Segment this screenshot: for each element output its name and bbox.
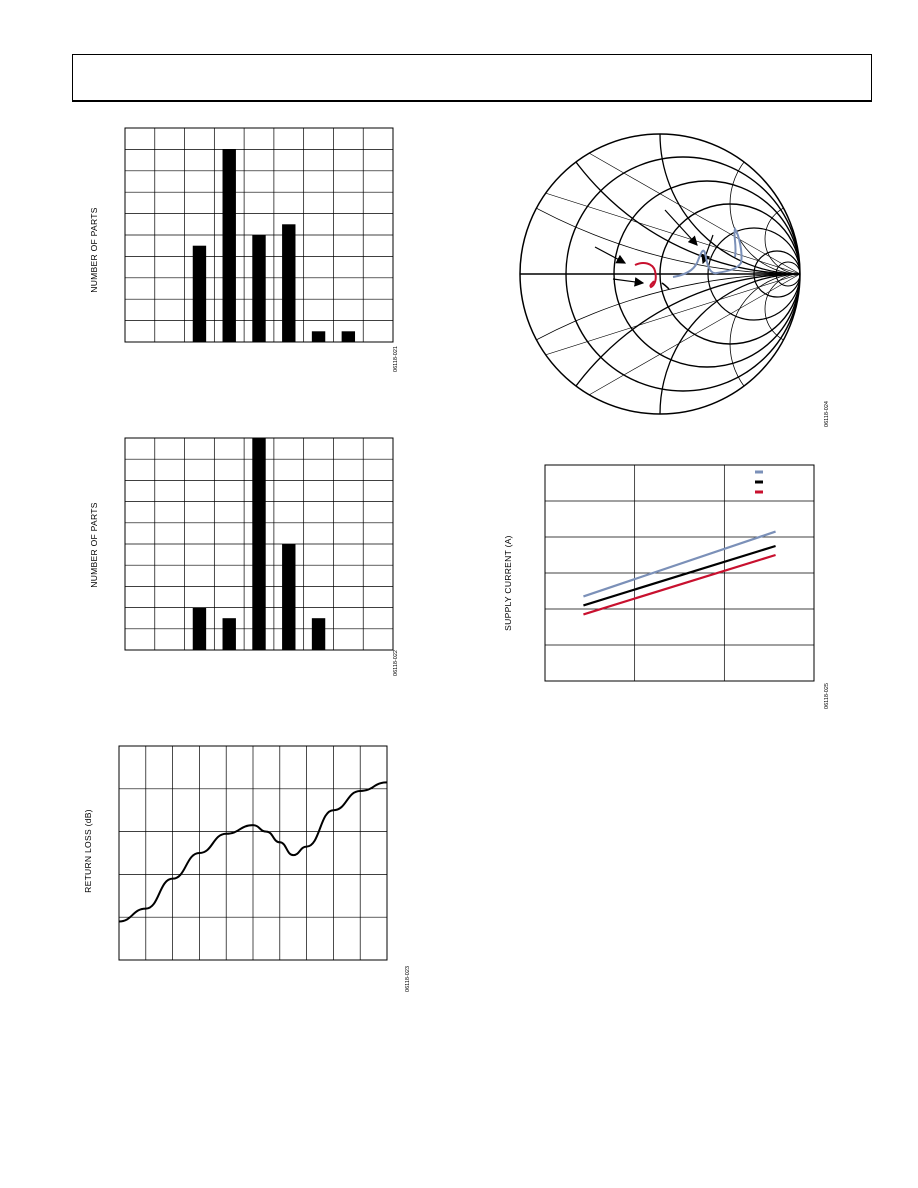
smith-figure-id: 06118-024 xyxy=(824,401,830,427)
histogram-bar xyxy=(252,438,265,650)
supply-current-chart xyxy=(495,455,835,715)
smith-chart xyxy=(515,125,835,435)
histogram-bar xyxy=(193,246,206,342)
chart-grid xyxy=(119,746,387,960)
supply-current-ylabel: SUPPLY CURRENT (A) xyxy=(503,535,513,631)
supply-current-figure-id: 06118-025 xyxy=(824,683,830,709)
smith-trace-red xyxy=(635,263,656,287)
histogram-bar xyxy=(312,618,325,650)
histogram-1-chart xyxy=(80,120,420,380)
page-header-box xyxy=(72,54,872,102)
supply-current-figure xyxy=(495,455,835,715)
histogram-2 xyxy=(80,430,420,690)
return-loss-chart xyxy=(70,738,420,998)
supply-series-line xyxy=(583,546,775,605)
histogram-bar xyxy=(282,224,295,342)
chart-grid xyxy=(545,465,814,681)
histogram-bar xyxy=(282,544,295,650)
histogram-bar xyxy=(312,331,325,342)
histogram-bar xyxy=(193,608,206,650)
smith-trace-blue xyxy=(673,229,742,277)
histogram-bar xyxy=(223,618,236,650)
histogram-bar xyxy=(342,331,355,342)
smith-trace-black xyxy=(662,283,669,289)
histogram-2-figure-id: 06118-022 xyxy=(393,650,399,676)
histogram-1-figure-id: 06118-021 xyxy=(393,346,399,372)
histogram-bar xyxy=(252,235,265,342)
smith-chart-figure xyxy=(515,125,835,435)
return-loss-figure-id: 06118-023 xyxy=(405,966,411,992)
histogram-1-ylabel: NUMBER OF PARTS xyxy=(89,207,99,293)
histogram-1 xyxy=(80,120,420,380)
histogram-bar xyxy=(223,149,236,342)
histogram-2-chart xyxy=(80,430,420,690)
return-loss-figure xyxy=(70,738,420,998)
return-loss-ylabel: RETURN LOSS (dB) xyxy=(83,809,93,893)
histogram-2-ylabel: NUMBER OF PARTS xyxy=(89,502,99,588)
